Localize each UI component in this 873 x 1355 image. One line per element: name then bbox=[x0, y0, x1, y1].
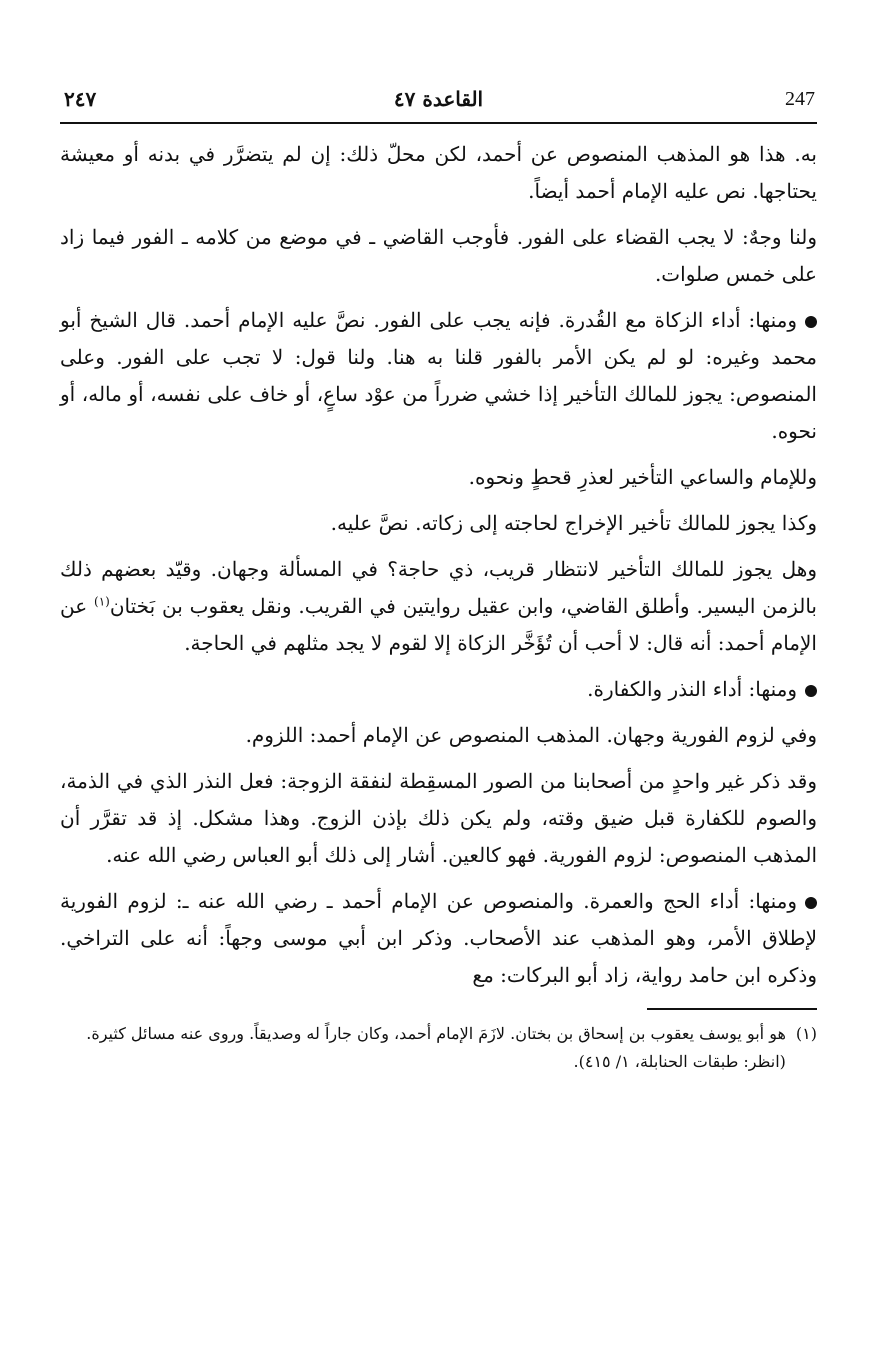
bullet-icon bbox=[805, 897, 817, 909]
book-page bbox=[60, 78, 817, 1076]
paragraph: وهل يجوز للمالك التأخير لانتظار قريب، ذي حاجة؟ في المسألة وجهان. وقيّد بعضهم ذلك بالزمن اليسير. وأطلق القاضي، وابن عقيل روايتين في القريب. ونقل يعقوب بن بَختان$^{(١)}$ عن الإمام أحمد: أنه قال: لا أحب أن تُؤَخَّر الزكاة إلا لقوم لا يجد مثلهم في الحاجة. bbox=[60, 557, 817, 655]
footnote-reference: (١) bbox=[94, 594, 110, 609]
footnotes bbox=[60, 1020, 817, 1076]
footnote bbox=[60, 1020, 817, 1076]
footnote-number: (١) bbox=[795, 1024, 817, 1043]
paragraph: وقد ذكر غير واحدٍ من أصحابنا من الصور المسقِطة لنفقة الزوجة: فعل النذر الذي في الذمة، والصوم للكفارة قبل ضيق وقته، ولم يكن ذلك بإذن الزوج. وهذا مشكل. إذ قد تقرَّر أن المذهب المنصوص: لزوم الفورية. فهو كالعين. أشار إلى ذلك أبو العباس رضي الله عنه. bbox=[60, 769, 817, 867]
page-number-arabic: ٢٤٧ bbox=[64, 87, 97, 111]
paragraph: ولنا وجهٌ: لا يجب القضاء على الفور. فأوجب القاضي ـ في موضع من كلامه ـ الفور فيما زاد على خمس صلوات. bbox=[60, 225, 817, 286]
footnote-divider bbox=[647, 1008, 817, 1010]
footnote-text: هو أبو يوسف يعقوب بن إسحاق بن بختان. لازَمَ الإمام أحمد، وكان جاراً له وصديقاً. وروى عنه مسائل كثيرة. (انظر: طبقات الحنابلة، ١/ ٤١٥). bbox=[86, 1024, 786, 1071]
paragraph: وكذا يجوز للمالك تأخير الإخراج لحاجته إلى زكاته. نصَّ عليه. bbox=[330, 511, 817, 535]
bullet-icon bbox=[805, 316, 817, 328]
paragraph: وفي لزوم الفورية وجهان. المذهب المنصوص عن الإمام أحمد: اللزوم. bbox=[245, 723, 817, 747]
running-title: القاعدة ٤٧ bbox=[393, 87, 484, 111]
page-number-latin: 247 bbox=[785, 88, 815, 110]
page-header bbox=[60, 78, 817, 124]
paragraph: ومنها: أداء الحج والعمرة. والمنصوص عن الإمام أحمد ـ رضي الله عنه ـ: لزوم الفورية لإطلاق الأمر، وهو المذهب عند الأصحاب. وذكر ابن أبي موسى وجهاً: أنه على التراخي. وذكره ابن حامد رواية، زاد أبو البركات: مع bbox=[60, 889, 817, 987]
bullet-icon bbox=[805, 685, 817, 697]
paragraph: وللإمام والساعي التأخير لعذرِ قحطٍ ونحوه. bbox=[468, 465, 817, 489]
paragraph: به. هذا هو المذهب المنصوص عن أحمد، لكن محلّ ذلك: إن لم يتضرَّر في بدنه أو معيشة يحتاجها. نص عليه الإمام أحمد أيضاً. bbox=[60, 142, 817, 203]
paragraph: ومنها: أداء النذر والكفارة. bbox=[60, 671, 817, 708]
paragraph: ومنها: أداء الزكاة مع القُدرة. فإنه يجب على الفور. نصَّ عليه الإمام أحمد. قال الشيخ أبو محمد وغيره: لو لم يكن الأمر بالفور قلنا به هنا. ولنا قول: لا تجب على الفور. وعلى المنصوص: يجوز للمالك التأخير إذا خشي ضرراً من عوْد ساعٍ، أو خاف على نفسه، أو ماله، أو نحوه. bbox=[60, 308, 817, 443]
main-text bbox=[60, 136, 817, 994]
